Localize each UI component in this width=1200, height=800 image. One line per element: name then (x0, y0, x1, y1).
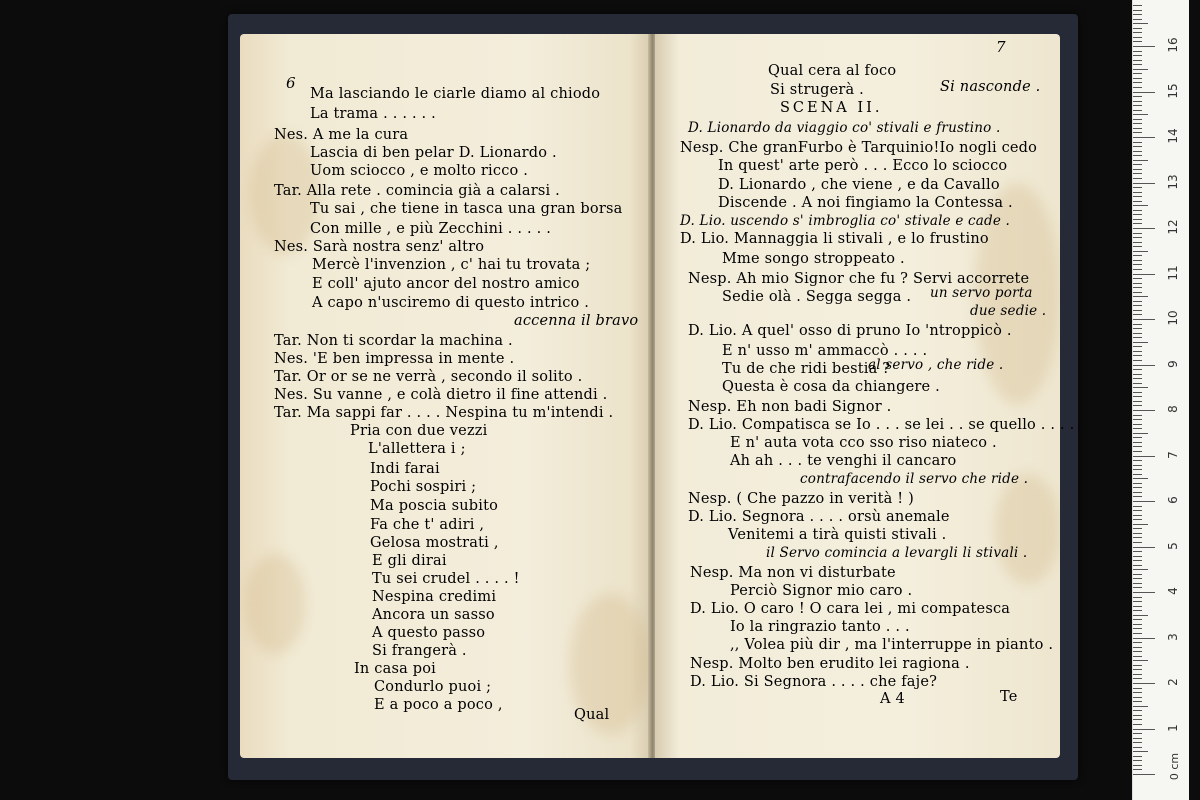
ruler-tick (1133, 606, 1142, 607)
ruler-tick (1133, 638, 1155, 639)
ruler-tick (1133, 437, 1142, 438)
measurement-ruler (1132, 0, 1189, 800)
ruler-tick (1133, 205, 1148, 206)
ruler-tick (1133, 656, 1142, 657)
ruler-tick (1133, 519, 1142, 520)
ruler-tick (1133, 474, 1142, 475)
text-line: E n' usso m' ammaccò . . . . (722, 343, 928, 359)
text-line: Mercè l'invenzion , c' hai tu trovata ; (312, 257, 591, 273)
ruler-number: 13 (1166, 173, 1180, 190)
text-line: Discende . A noi fingiamo la Contessa . (718, 195, 1013, 211)
ruler-tick (1133, 10, 1142, 11)
ruler-tick (1133, 492, 1142, 493)
stage-direction: D. Lio. uscendo s' imbroglia co' stivale e cade . (680, 213, 1011, 229)
text-line: D. Lio. Segnora . . . . orsù anemale (688, 509, 950, 525)
text-line: Fa che t' adiri , (370, 517, 485, 533)
ruler-tick (1133, 32, 1142, 33)
ruler-tick (1133, 433, 1148, 434)
ruler-tick (1133, 697, 1142, 698)
stage-direction: Si nasconde . (940, 79, 1041, 95)
ruler-tick (1133, 760, 1142, 761)
ruler-tick (1133, 569, 1148, 570)
ruler-tick (1133, 674, 1142, 675)
ruler-tick (1133, 114, 1148, 115)
ruler-number: 5 (1166, 541, 1180, 550)
ruler-tick (1133, 715, 1142, 716)
ruler-tick (1133, 528, 1142, 529)
ruler-number: 10 (1166, 310, 1180, 326)
ruler-tick (1133, 110, 1142, 111)
ruler-tick (1133, 69, 1148, 70)
ruler-tick (1133, 765, 1142, 766)
ruler-tick (1133, 774, 1155, 775)
ruler-tick (1133, 729, 1155, 730)
ruler-tick (1133, 269, 1142, 270)
ruler-tick (1133, 337, 1142, 338)
text-line: Nes. 'E ben impressa in mente . (274, 351, 515, 367)
catchword: Te (1000, 689, 1018, 705)
ruler-tick (1133, 428, 1142, 429)
text-line: Condurlo puoi ; (374, 679, 492, 695)
ruler-tick (1133, 551, 1142, 552)
ruler-tick (1133, 260, 1142, 261)
ruler-tick (1133, 665, 1142, 666)
text-line: Ma poscia subito (370, 498, 499, 514)
ruler-tick (1133, 246, 1142, 247)
text-line: D. Lio. Compatisca se Io . . . se lei . . se quello . . . . (688, 417, 1075, 433)
ruler-tick (1133, 678, 1142, 679)
ruler-tick (1133, 524, 1148, 525)
text-line: Si frangerà . (372, 643, 467, 659)
text-line: In casa poi (354, 661, 436, 677)
stage-direction: contrafacendo il servo che ride . (800, 471, 1029, 487)
ruler-tick (1133, 301, 1142, 302)
ruler-tick (1133, 592, 1155, 593)
ruler-tick (1133, 756, 1142, 757)
text-line: Indi farai (370, 461, 440, 477)
ruler-number: 1 (1166, 723, 1180, 732)
ruler-number: 12 (1166, 219, 1180, 235)
ruler-tick (1133, 87, 1142, 88)
left-page-number: 6 (286, 74, 296, 92)
ruler-tick (1133, 506, 1142, 507)
text-line: Tar. Ma sappi far . . . . Nespina tu m'intendi . (274, 405, 614, 421)
ruler-tick (1133, 383, 1142, 384)
ruler-tick (1133, 283, 1142, 284)
ruler-tick (1133, 146, 1142, 147)
ruler-tick (1133, 355, 1142, 356)
ruler-number: 11 (1166, 264, 1180, 281)
ruler-tick (1133, 565, 1142, 566)
ruler-tick (1133, 296, 1148, 297)
ruler-tick (1133, 278, 1142, 279)
ruler-unit: 0 cm (1168, 752, 1182, 781)
ruler-tick (1133, 578, 1142, 579)
ruler-tick (1133, 369, 1142, 370)
ruler-number: 2 (1166, 678, 1180, 686)
signature-mark: A 4 (880, 691, 905, 707)
text-line: Uom sciocco , e molto ricco . (310, 163, 529, 179)
ruler-tick (1133, 647, 1142, 648)
text-line: Qual cera al foco (768, 63, 897, 79)
ruler-tick (1133, 587, 1142, 588)
ruler-tick (1133, 314, 1142, 315)
ruler-tick (1133, 96, 1142, 97)
text-line: D. Lio. O caro ! O cara lei , mi compatesca (690, 601, 1011, 617)
ruler-tick (1133, 305, 1142, 306)
stage-direction: due sedie . (970, 303, 1047, 319)
text-line: Tu sai , che tiene in tasca una gran borsa (310, 201, 623, 217)
ruler-tick (1133, 183, 1155, 184)
stage-direction: il Servo comincia a levargli li stivali . (766, 545, 1028, 561)
ruler-tick (1133, 401, 1142, 402)
ruler-tick (1133, 747, 1142, 748)
ruler-tick (1133, 465, 1142, 466)
ruler-tick (1133, 155, 1142, 156)
text-line: Nesp. ( Che pazzo in verità ! ) (688, 491, 914, 507)
ruler-number: 6 (1166, 496, 1180, 504)
ruler-tick (1133, 351, 1142, 352)
ruler-tick (1133, 328, 1142, 329)
ruler-tick (1133, 619, 1142, 620)
ruler-tick (1133, 374, 1142, 375)
ruler-tick (1133, 37, 1142, 38)
ruler-tick (1133, 55, 1142, 56)
ruler-tick (1133, 23, 1148, 24)
text-line: Ah ah . . . te venghi il cancaro (730, 453, 957, 469)
ruler-tick (1133, 73, 1142, 74)
text-line: Nes. A me la cura (274, 127, 409, 143)
ruler-tick (1133, 360, 1142, 361)
ruler-tick (1133, 255, 1142, 256)
ruler-tick (1133, 119, 1142, 120)
ruler-tick (1133, 483, 1142, 484)
ruler-tick (1133, 92, 1155, 93)
ruler-tick (1133, 319, 1155, 320)
text-line: Tar. Or or se ne verrà , secondo il solito . (274, 369, 583, 385)
ruler-tick (1133, 405, 1142, 406)
ruler-number: 8 (1166, 405, 1180, 413)
right-page-number: 7 (996, 38, 1006, 56)
ruler-tick (1133, 469, 1142, 470)
ruler-tick (1133, 333, 1142, 334)
ruler-tick (1133, 628, 1142, 629)
ruler-tick (1133, 324, 1142, 325)
ruler-tick (1133, 223, 1142, 224)
ruler-tick (1133, 624, 1142, 625)
ruler-tick (1133, 64, 1142, 65)
ruler-tick (1133, 228, 1155, 229)
ruler-tick (1133, 292, 1142, 293)
ruler-tick (1133, 615, 1148, 616)
ruler-tick (1133, 346, 1142, 347)
ruler-tick (1133, 769, 1142, 770)
text-line: Gelosa mostrati , (370, 535, 499, 551)
ruler-tick (1133, 19, 1142, 20)
ruler-number: 3 (1166, 632, 1180, 641)
text-line: Nespina credimi (372, 589, 497, 605)
text-line: D. Lio. A quel' osso di pruno Io 'ntroppicò . (688, 323, 1012, 339)
ruler-tick (1133, 496, 1142, 497)
ruler-tick (1133, 460, 1142, 461)
text-line: Nes. Sarà nostra senz' altro (274, 239, 485, 255)
text-line: Tu sei crudel . . . . ! (372, 571, 520, 587)
ruler-tick (1133, 738, 1142, 739)
text-line: Sedie olà . Segga segga . (722, 289, 912, 305)
text-line: Nesp. Ah mio Signor che fu ? Servi accorrete (688, 271, 1030, 287)
ruler-tick (1133, 547, 1155, 548)
ruler-tick (1133, 287, 1142, 288)
ruler-tick (1133, 633, 1142, 634)
ruler-tick (1133, 597, 1142, 598)
ruler-tick (1133, 683, 1155, 684)
ruler-tick (1133, 688, 1142, 689)
ruler-tick (1133, 196, 1142, 197)
ruler-tick (1133, 242, 1142, 243)
ruler-tick (1133, 601, 1142, 602)
text-line: A capo n'usciremo di questo intrico . (312, 295, 590, 311)
ruler-tick (1133, 274, 1155, 275)
ruler-tick (1133, 173, 1142, 174)
text-line: D. Lionardo , che viene , e da Cavallo (718, 177, 1000, 193)
ruler-tick (1133, 132, 1142, 133)
text-line: Pria con due vezzi (350, 423, 488, 439)
ruler-tick (1133, 192, 1142, 193)
text-line: E a poco a poco , (374, 697, 503, 713)
text-line: Si strugerà . (770, 82, 864, 98)
text-line: A questo passo (372, 625, 486, 641)
text-line: Nesp. Che granFurbo è Tarquinio!Io nogli cedo (680, 140, 1038, 156)
ruler-tick (1133, 142, 1142, 143)
text-line: E coll' ajuto ancor del nostro amico (312, 276, 580, 292)
ruler-tick (1133, 642, 1142, 643)
ruler-tick (1133, 219, 1142, 220)
ruler-tick (1133, 365, 1155, 366)
ruler-tick (1133, 442, 1142, 443)
ruler-tick (1133, 178, 1142, 179)
ruler-tick (1133, 14, 1142, 15)
ruler-tick (1133, 128, 1142, 129)
ruler-tick (1133, 151, 1142, 152)
ruler-tick (1133, 583, 1142, 584)
ruler-number: 7 (1166, 450, 1180, 459)
ruler-tick (1133, 542, 1142, 543)
ruler-tick (1133, 187, 1142, 188)
text-line: Nes. Su vanne , e colà dietro il fine attendi . (274, 387, 608, 403)
ruler-tick (1133, 264, 1142, 265)
ruler-tick (1133, 742, 1142, 743)
ruler-tick (1133, 214, 1142, 215)
ruler-tick (1133, 101, 1142, 102)
ruler-tick (1133, 28, 1142, 29)
ruler-tick (1133, 137, 1155, 138)
text-line: Lascia di ben pelar D. Lionardo . (310, 145, 557, 161)
ruler-number: 9 (1166, 359, 1180, 368)
ruler-number: 15 (1166, 82, 1180, 99)
ruler-tick (1133, 724, 1142, 725)
stage-direction: accenna il bravo (514, 313, 639, 329)
ruler-tick (1133, 751, 1148, 752)
ruler-tick (1133, 123, 1142, 124)
text-line: Ma lasciando le ciarle diamo al chiodo (310, 86, 601, 102)
ruler-tick (1133, 515, 1142, 516)
ruler-tick (1133, 424, 1142, 425)
ruler-tick (1133, 378, 1142, 379)
text-line: Questa è cosa da chiangere . (722, 379, 940, 395)
text-line: E gli dirai (372, 553, 447, 569)
ruler-tick (1133, 392, 1142, 393)
ruler-tick (1133, 701, 1142, 702)
ruler-tick (1133, 201, 1142, 202)
text-line: Tu de che ridi bestia ? (722, 361, 891, 377)
ruler-tick (1133, 487, 1142, 488)
text-line: Con mille , e più Zecchini . . . . . (310, 221, 552, 237)
text-line: Ancora un sasso (372, 607, 495, 623)
ruler-tick (1133, 410, 1155, 411)
ruler-tick (1133, 41, 1142, 42)
text-line: Tar. Non ti scordar la machina . (274, 333, 513, 349)
stage-direction: al servo , che ride . (868, 357, 1004, 373)
catchword: Qual (574, 707, 610, 723)
ruler-tick (1133, 660, 1148, 661)
ruler-number: 4 (1166, 587, 1180, 595)
ruler-tick (1133, 51, 1142, 52)
ruler-tick (1133, 651, 1142, 652)
text-line: Nesp. Ma non vi disturbate (690, 565, 896, 581)
text-line: Venitemi a tirà quisti stivali . (728, 527, 947, 543)
ruler-tick (1133, 82, 1142, 83)
ruler-tick (1133, 251, 1148, 252)
ruler-tick (1133, 556, 1142, 557)
ruler-tick (1133, 574, 1142, 575)
text-line: Pochi sospiri ; (370, 479, 477, 495)
ruler-tick (1133, 419, 1142, 420)
ruler-tick (1133, 415, 1142, 416)
text-line: La trama . . . . . . (310, 106, 436, 122)
ruler-tick (1133, 733, 1142, 734)
text-line: D. Lio. Si Segnora . . . . che faje? (690, 674, 938, 690)
text-line: Perciò Signor mio caro . (730, 583, 913, 599)
ruler-tick (1133, 169, 1142, 170)
ruler-tick (1133, 46, 1155, 47)
ruler-tick (1133, 446, 1142, 447)
ruler-tick (1133, 233, 1142, 234)
text-line: D. Lio. Mannaggia li stivali , e lo frustino (680, 231, 989, 247)
text-line: Nesp. Eh non badi Signor . (688, 399, 892, 415)
text-line: E n' auta vota cco sso riso niateco . (730, 435, 997, 451)
ruler-tick (1133, 692, 1142, 693)
ruler-number: 14 (1166, 128, 1180, 144)
ruler-tick (1133, 210, 1142, 211)
ruler-tick (1133, 719, 1142, 720)
ruler-tick (1133, 710, 1142, 711)
ruler-tick (1133, 164, 1142, 165)
ruler-tick (1133, 669, 1142, 670)
ruler-tick (1133, 387, 1148, 388)
ruler-tick (1133, 160, 1148, 161)
ruler-tick (1133, 237, 1142, 238)
stage-direction: D. Lionardo da viaggio co' stivali e frustino . (688, 120, 1001, 136)
ruler-tick (1133, 342, 1148, 343)
ruler-tick (1133, 310, 1142, 311)
stage-direction: un servo porta (930, 285, 1033, 301)
ruler-tick (1133, 451, 1142, 452)
ruler-tick (1133, 396, 1142, 397)
ruler-tick (1133, 560, 1142, 561)
scene-heading: SCENA II. (780, 100, 883, 116)
text-line: ,, Volea più dir , ma l'interruppe in pianto . (730, 637, 1054, 653)
ruler-tick (1133, 478, 1148, 479)
ruler-tick (1133, 78, 1142, 79)
ruler-tick (1133, 501, 1155, 502)
ruler-tick (1133, 533, 1142, 534)
text-line: Nesp. Molto ben erudito lei ragiona . (690, 656, 970, 672)
ruler-tick (1133, 610, 1142, 611)
ruler-tick (1133, 456, 1155, 457)
text-line: Io la ringrazio tanto . . . (730, 619, 910, 635)
ruler-tick (1133, 105, 1142, 106)
ruler-tick (1133, 510, 1142, 511)
ruler-tick (1133, 706, 1148, 707)
text-line: Mme songo stroppeato . (722, 251, 905, 267)
text-line: L'allettera i ; (368, 441, 466, 457)
ruler-number: 16 (1166, 37, 1180, 53)
text-line: In quest' arte però . . . Ecco lo sciocco (718, 158, 1008, 174)
ruler-tick (1133, 5, 1142, 6)
ruler-tick (1133, 537, 1142, 538)
text-line: Tar. Alla rete . comincia già a calarsi . (274, 183, 560, 199)
ruler-tick (1133, 60, 1142, 61)
